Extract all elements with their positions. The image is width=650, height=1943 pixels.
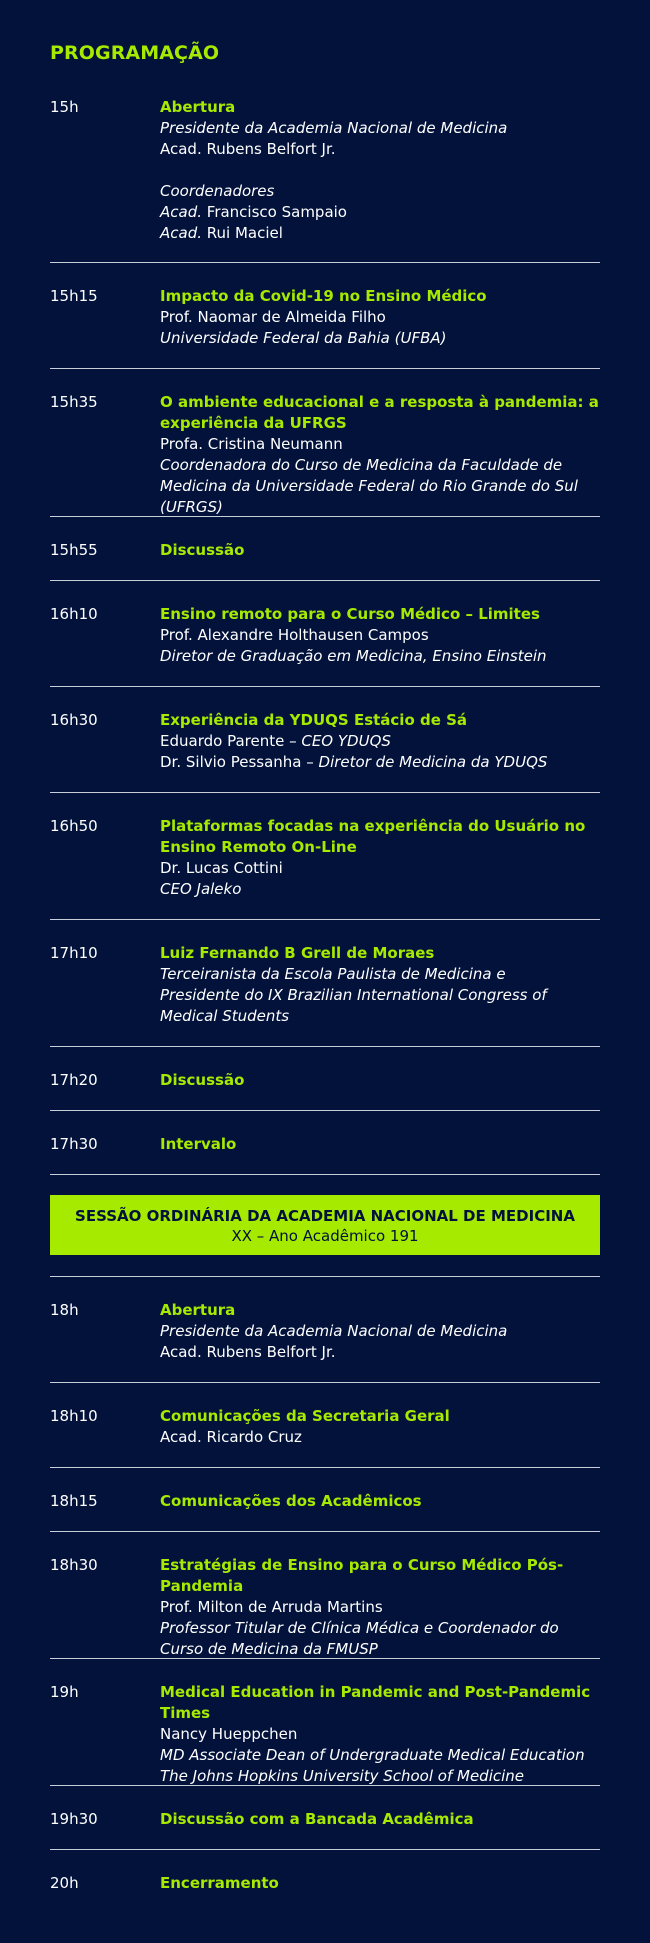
divider xyxy=(50,1467,600,1468)
item-time: 19h30 xyxy=(50,1810,98,1828)
item-speaker: Acad. Rubens Belfort Jr. xyxy=(160,140,336,158)
item-heading: Abertura xyxy=(160,98,236,116)
item-speaker: Dr. Lucas Cottini xyxy=(160,859,283,877)
item-heading: Comunicações dos Acadêmicos xyxy=(160,1492,422,1510)
item-content xyxy=(160,1809,600,1830)
coordinators-heading: Coordenadores xyxy=(160,182,275,200)
item-time: 18h30 xyxy=(50,1556,98,1574)
banner-title: SESSÃO ORDINÁRIA DA ACADEMIA NACIONAL DE MEDICINA xyxy=(75,1207,575,1225)
item-time: 18h xyxy=(50,1301,79,1319)
divider xyxy=(50,1276,600,1277)
divider xyxy=(50,368,600,369)
divider xyxy=(50,1382,600,1383)
item-time: 18h10 xyxy=(50,1407,98,1425)
item-heading: Plataformas focadas na experiência do Usuário no Ensino Remoto On-Line xyxy=(160,817,586,856)
banner-subtitle: XX – Ano Acadêmico 191 xyxy=(231,1227,419,1245)
item-content xyxy=(160,1134,600,1155)
item-time: 15h35 xyxy=(50,393,98,411)
item-role: Presidente da Academia Nacional de Medicina xyxy=(160,1322,508,1340)
divider xyxy=(50,1110,600,1111)
item-role: Presidente da Academia Nacional de Medicina xyxy=(160,119,508,137)
speaker-line-2: Dr. Silvio Pessanha – Diretor de Medicina da YDUQS xyxy=(160,753,548,771)
item-content xyxy=(160,1491,600,1512)
item-speaker: Nancy Hueppchen xyxy=(160,1725,298,1743)
item-content xyxy=(160,943,600,1027)
item-time: 19h xyxy=(50,1683,79,1701)
item-content xyxy=(160,710,600,773)
item-heading: Discussão xyxy=(160,1071,245,1089)
session-banner xyxy=(50,1195,600,1255)
item-content xyxy=(160,1070,600,1091)
item-time: 15h15 xyxy=(50,287,98,305)
item-affiliation: Professor Titular de Clínica Médica e Coordenador do Curso de Medicina da FMUSP xyxy=(160,1619,559,1658)
item-content xyxy=(160,540,600,561)
item-content xyxy=(160,816,600,900)
divider xyxy=(50,792,600,793)
item-time: 17h10 xyxy=(50,944,98,962)
item-content xyxy=(160,1406,600,1448)
item-time: 17h30 xyxy=(50,1135,98,1153)
item-time: 16h10 xyxy=(50,605,98,623)
item-heading: Medical Education in Pandemic and Post-Pandemic Times xyxy=(160,1683,591,1722)
item-heading: O ambiente educacional e a resposta à pandemia: a experiência da UFRGS xyxy=(160,393,599,432)
speaker-line-1: Eduardo Parente – CEO YDUQS xyxy=(160,732,391,750)
item-time: 20h xyxy=(50,1874,79,1892)
item-heading: Luiz Fernando B Grell de Moraes xyxy=(160,944,435,962)
divider xyxy=(50,1174,600,1175)
divider xyxy=(50,580,600,581)
item-heading: Comunicações da Secretaria Geral xyxy=(160,1407,450,1425)
item-heading: Encerramento xyxy=(160,1874,279,1892)
item-affiliation: MD Associate Dean of Undergraduate Medical Education The Johns Hopkins University School of Medicine xyxy=(160,1746,585,1785)
item-affiliation: Universidade Federal da Bahia (UFBA) xyxy=(160,329,447,347)
item-speaker: Acad. Rubens Belfort Jr. xyxy=(160,1343,336,1361)
divider xyxy=(50,686,600,687)
divider xyxy=(50,1849,600,1850)
item-time: 15h55 xyxy=(50,541,98,559)
item-speaker: Acad. Ricardo Cruz xyxy=(160,1428,302,1446)
item-role: Terceiranista da Escola Paulista de Medicina e xyxy=(160,965,506,983)
item-content xyxy=(160,1555,600,1660)
divider xyxy=(50,1658,600,1659)
item-affiliation: Diretor de Graduação em Medicina, Ensino Einstein xyxy=(160,647,547,665)
item-content xyxy=(160,286,600,349)
item-content xyxy=(160,604,600,667)
divider xyxy=(50,1785,600,1786)
item-heading: Impacto da Covid-19 no Ensino Médico xyxy=(160,287,487,305)
item-speaker: Profa. Cristina Neumann xyxy=(160,435,343,453)
item-heading: Discussão com a Bancada Acadêmica xyxy=(160,1810,474,1828)
item-content xyxy=(160,392,600,518)
item-heading: Ensino remoto para o Curso Médico – Limites xyxy=(160,605,540,623)
divider xyxy=(50,262,600,263)
divider xyxy=(50,1046,600,1047)
item-content xyxy=(160,1300,600,1363)
item-content xyxy=(160,97,600,244)
item-heading: Estratégias de Ensino para o Curso Médico Pós-Pandemia xyxy=(160,1556,564,1595)
divider xyxy=(50,516,600,517)
item-heading: Intervalo xyxy=(160,1135,237,1153)
item-content xyxy=(160,1682,600,1787)
item-speaker: Prof. Milton de Arruda Martins xyxy=(160,1598,383,1616)
page-title: PROGRAMAÇÃO xyxy=(50,42,220,64)
divider xyxy=(50,1531,600,1532)
item-speaker: Prof. Alexandre Holthausen Campos xyxy=(160,626,429,644)
item-time: 17h20 xyxy=(50,1071,98,1089)
item-time: 16h30 xyxy=(50,711,98,729)
item-affiliation: Coordenadora do Curso de Medicina da Faculdade de Medicina da Universidade Federal do Rio Grande do Sul (UFRGS) xyxy=(160,456,578,516)
item-heading: Discussão xyxy=(160,541,245,559)
item-content xyxy=(160,1873,600,1894)
item-affiliation: CEO Jaleko xyxy=(160,880,242,898)
divider xyxy=(50,919,600,920)
item-affiliation: Presidente do IX Brazilian International Congress of Medical Students xyxy=(160,986,547,1025)
item-heading: Experiência da YDUQS Estácio de Sá xyxy=(160,711,468,729)
item-speaker: Prof. Naomar de Almeida Filho xyxy=(160,308,386,326)
coordinator-2: Acad. Rui Maciel xyxy=(160,224,283,242)
item-time: 16h50 xyxy=(50,817,98,835)
item-time: 18h15 xyxy=(50,1492,98,1510)
item-heading: Abertura xyxy=(160,1301,236,1319)
coordinator-1: Acad. Francisco Sampaio xyxy=(160,203,347,221)
item-time: 15h xyxy=(50,98,79,116)
